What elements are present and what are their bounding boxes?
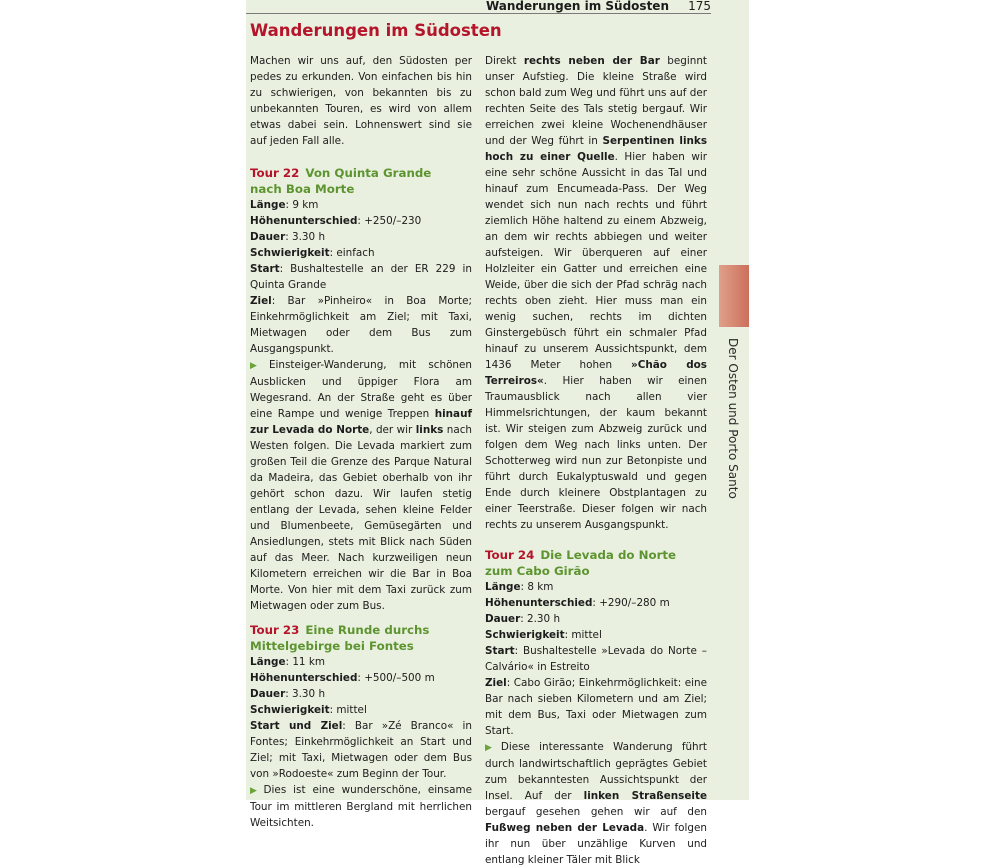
tour-description xyxy=(250,357,472,614)
body-bold: links xyxy=(415,424,444,436)
tour-description xyxy=(250,782,472,831)
fact-label: Länge xyxy=(250,199,286,211)
intro-paragraph: Machen wir uns auf, den Südosten per pedes zu erkunden. Von einfachen bis hin zu schwierigen, von bekannten bis zu unbekannten Touren, es wird von allem etwas dabei sein. Lohnenswert sind sie auf jeden Fall alle. xyxy=(250,55,472,147)
body-bold: rechts neben der Bar xyxy=(523,55,660,67)
page-number: 175 xyxy=(688,0,711,13)
body-bold: linken Straßenseite xyxy=(583,790,707,802)
chapter-side-label: Der Osten und Porto Santo xyxy=(726,338,740,499)
fact-hoehe xyxy=(250,213,472,229)
fact-schwierigkeit xyxy=(485,627,707,643)
fact-schwierigkeit xyxy=(250,245,472,261)
chapter-thumb-tab xyxy=(719,265,749,327)
fact-value: : Bar »Pinheiro« in Boa Morte; Einkehrmöglichkeit am Ziel; mit Taxi, Mietwagen oder dem Bus zum Ausgangspunkt. xyxy=(250,295,472,355)
fact-start xyxy=(485,643,707,675)
fact-label: Schwierigkeit xyxy=(250,704,330,716)
tour-number: Tour 24 xyxy=(485,548,535,562)
tour-title-line1: Eine Runde durchs xyxy=(305,623,430,637)
fact-label: Dauer xyxy=(485,613,521,625)
running-title: Wanderungen im Südosten xyxy=(485,0,669,13)
body-bold: »Chão dos Terreiros« xyxy=(485,359,707,387)
fact-start xyxy=(250,261,472,293)
fact-label: Dauer xyxy=(250,231,286,243)
tour-title-line2: Mittelgebirge bei Fontes xyxy=(250,639,414,653)
body-text: . Hier haben wir einen Traumausblick nach allen vier Himmelsrichtungen, der kaum bekannt ist. Wir steigen zum Abzweig zurück und folgen dem Weg nach links unten. Der Schotterweg wird nun zur Betonpiste und führt durch Eukalyptuswald und gegen Ende durch kleinere Obstplantagen zu einer Teerstraße. Dieser folgen wir nach rechts zu unserem Ausgangspunkt. xyxy=(485,375,707,531)
tour-title-line1: Die Levada do Norte xyxy=(540,548,677,562)
tour-title-line2: zum Cabo Girão xyxy=(485,564,590,578)
tour-number: Tour 22 xyxy=(250,166,300,180)
arrow-right-icon: ▶ xyxy=(250,786,261,796)
body-text: bergauf gesehen gehen wir auf den xyxy=(485,806,707,818)
fact-value: : 11 km xyxy=(285,656,325,668)
left-column xyxy=(250,53,472,831)
fact-dauer xyxy=(250,229,472,245)
fact-label: Ziel xyxy=(485,677,507,689)
tour-number: Tour 23 xyxy=(250,623,300,637)
fact-label: Start xyxy=(485,645,515,657)
tour-22 xyxy=(250,165,472,614)
tour-title-line2: nach Boa Morte xyxy=(250,182,355,196)
body-text: , der wir xyxy=(369,424,416,436)
fact-value: : 8 km xyxy=(520,581,554,593)
fact-dauer xyxy=(485,611,707,627)
fact-laenge xyxy=(250,654,472,670)
fact-label: Höhenunterschied xyxy=(250,215,358,227)
fact-laenge xyxy=(485,579,707,595)
tour-heading xyxy=(250,165,472,197)
tour-description xyxy=(485,739,707,868)
arrow-right-icon: ▶ xyxy=(485,743,498,753)
tour-heading xyxy=(485,547,707,579)
body-text: . Wir folgen ihr nun über unzählige Kurven und entlang kleiner Täler mit Blick xyxy=(485,822,707,866)
fact-label: Start und Ziel xyxy=(250,720,343,732)
right-column xyxy=(485,53,707,868)
fact-label: Schwierigkeit xyxy=(485,629,565,641)
fact-laenge xyxy=(250,197,472,213)
fact-hoehe xyxy=(250,670,472,686)
body-text: Direkt xyxy=(485,55,524,67)
fact-value: : +500/–500 m xyxy=(357,672,435,684)
body-text: Einsteiger-Wanderung, mit schönen Ausblicken und üppiger Flora am Wegesrand. An der Straße geht es über eine Rampe und wenige Treppen xyxy=(250,359,472,420)
body-text: . Hier haben wir eine sehr schöne Aussicht in das Tal und hinauf zum Encumeada-Pass. Der Weg wendet sich nun nach rechts und führt ziemlich Höhe haltend zu einem Abzweig, an dem wir rechts abbiegen und weiter aufsteigen. Wir überqueren auf einer Holzleiter ein Gatter und erreichen eine Weide, über die sich der Pfad schräg nach rechts oben zieht. Hier muss man ein wenig suchen, rechts im dichten Ginstergebüsch führt ein schmaler Pfad hinauf zu unserem Aussichtspunkt, dem 1436 Meter hohen xyxy=(485,151,707,371)
chapter-title: Wanderungen im Südosten xyxy=(250,21,502,40)
body-text: Dies ist eine wunderschöne, einsame Tour im mittleren Bergland mit herrlichen Weitsichten. xyxy=(250,784,472,829)
body-text: beginnt unser Aufstieg. Die kleine Straße wird schon bald zum Weg und führt uns auf der rechten Seite des Tals stetig bergauf. Wir erreichen zwei kleine Wochenendhäuser und der Weg führt in xyxy=(485,55,707,147)
tour-heading xyxy=(250,622,472,654)
fact-value: : Bushaltestelle an der ER 229 in Quinta Grande xyxy=(250,263,472,291)
fact-ziel xyxy=(250,293,472,357)
body-text: nach Westen folgen. Die Levada markiert zum großen Teil die Grenze des Parque Natural da Madeira, das Gebiet oberhalb von ihr gehört schon dazu. Wir laufen stetig entlang der Levada, sehen kleine Felder und Blumenbeete, Gemüsegärten und Ansiedlungen, stets mit Blick nach Süden auf das Meer. Nach kurzweiligen neun Kilometern erreichen wir die Bar in Boa Morte. Von hier mit dem Taxi zurück zum Mietwagen oder zum Bus. xyxy=(250,424,472,612)
fact-value: : mittel xyxy=(329,704,367,716)
fact-ziel xyxy=(485,675,707,739)
body-bold: Fußweg neben der Levada xyxy=(485,822,645,834)
fact-label: Ziel xyxy=(250,295,272,307)
body-bold: Serpentinen links hoch zu einer Quelle xyxy=(485,135,708,163)
fact-value: : 3.30 h xyxy=(285,231,326,243)
fact-value: : Cabo Girão; Einkehrmöglichkeit: eine Bar nach sieben Kilometern und am Ziel; mit dem Bus, Taxi oder Mietwagen zum Start. xyxy=(485,677,707,737)
fact-value: : Bar »Zé Branco« in Fontes; Einkehrmöglichkeit an Start und Ziel; mit Taxi, Mietwagen oder dem Bus von »Rodoeste« zum Beginn der Tour. xyxy=(250,720,472,780)
fact-value: : Bushaltestelle »Levada do Norte – Calvário« in Estreito xyxy=(485,645,707,673)
fact-value: : mittel xyxy=(564,629,602,641)
fact-value: : +290/–280 m xyxy=(592,597,670,609)
tour-title-line1: Von Quinta Grande xyxy=(305,166,432,180)
fact-value: : 9 km xyxy=(285,199,319,211)
book-page xyxy=(246,0,749,866)
fact-label: Höhenunterschied xyxy=(485,597,593,609)
fact-value: : einfach xyxy=(329,247,375,259)
fact-label: Länge xyxy=(485,581,521,593)
fact-dauer xyxy=(250,686,472,702)
body-bold: hinauf zur Levada do Norte xyxy=(250,408,472,436)
fact-label: Länge xyxy=(250,656,286,668)
running-head xyxy=(246,0,711,14)
fact-value: : +250/–230 xyxy=(357,215,422,227)
tour-24 xyxy=(485,547,707,868)
fact-value: : 3.30 h xyxy=(285,688,326,700)
fact-label: Höhenunterschied xyxy=(250,672,358,684)
fact-label: Dauer xyxy=(250,688,286,700)
body-text: Diese interessante Wanderung führt durch landwirtschaftlich geprägtes Gebiet zum bekanntesten Aussichtspunkt der Insel. Auf der xyxy=(485,741,707,802)
fact-value: : 2.30 h xyxy=(520,613,561,625)
arrow-right-icon: ▶ xyxy=(250,361,266,371)
fact-schwierigkeit xyxy=(250,702,472,718)
fact-label: Start xyxy=(250,263,280,275)
tour-23-continuation xyxy=(485,53,707,533)
fact-hoehe xyxy=(485,595,707,611)
fact-start-ziel xyxy=(250,718,472,782)
fact-label: Schwierigkeit xyxy=(250,247,330,259)
